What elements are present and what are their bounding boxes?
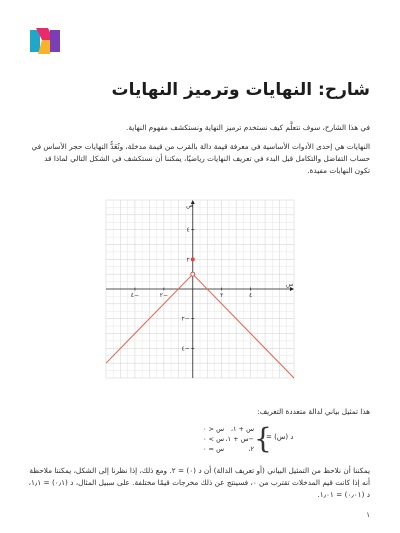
page-title: شارح: النهايات وترميز النهايات — [111, 80, 370, 100]
y-tick-label: ٢ — [186, 256, 190, 264]
y-axis-label: ص — [186, 202, 194, 209]
intro-paragraph: في هذا الشارح، سوف نتعلَّم كيف نستخدم ترميز النهاية ونستكشف مفهوم النهاية. — [126, 123, 370, 132]
x-tick-label: ٤ — [248, 292, 253, 299]
nagwa-logo — [28, 26, 62, 56]
piecewise-intro: هذا تمثيل بياني لدالة متعددة التعريف: — [257, 407, 370, 416]
piecewise-cond-3: س = ٠ — [202, 445, 224, 453]
piecewise-expr-3: ٢، — [248, 445, 254, 453]
page-number: ١ — [366, 511, 370, 519]
piecewise-expr-2: −س + ١، — [225, 435, 254, 443]
open-point-marker — [191, 272, 195, 276]
piecewise-cond-1: س < ٠ — [202, 425, 224, 433]
observation-paragraph: يمكننا أن نلاحظ من التمثيل البياني (أو تعريف الدالة) أن د (٠) = ٢. ومع ذلك، إذا نظرنا إلى الشكل، يمكننا ملاحظة أنه إذا كانت قيم المدخلات تقترب من ٠، فسينتج عن ذلك مخرجات قيمًا مختلفة. على سبيل المثال، د (٠٫١) = ١٫١، د (٠٫٠١) = ١٫٠١. — [28, 466, 370, 499]
logo-bar-left — [30, 30, 40, 52]
x-tick-label: ٢ — [220, 292, 224, 299]
limits-paragraph: النهايات هي إحدى الأدوات الأساسية في معرفة قيمة دالة بالقرب من قيمة مدخلة، وتُعَدُّ النهايات حجر الأساس في حساب التفاضل والتكامل قبل البدء في تعريف النهايات رياضيًا، يمكننا أن نستكشف في الشكل التالي لماذا قد تكون النهايات مفيدة. — [31, 142, 370, 175]
piecewise-definition — [188, 424, 296, 456]
y-tick-label: ٤− — [181, 345, 190, 353]
y-tick-label: ٤ — [186, 226, 190, 234]
piecewise-lhs: د (س) = — [266, 433, 294, 441]
x-tick-label: ٢− — [159, 292, 168, 299]
closed-point-marker — [191, 257, 195, 261]
piecewise-expr-1: س + ١، — [230, 425, 254, 433]
logo-bar-right — [50, 30, 60, 52]
brace-icon: { — [254, 422, 272, 455]
piecewise-cond-2: س > ٠ — [202, 435, 224, 443]
x-tick-label: ٤− — [130, 292, 140, 299]
y-tick-label: ٢− — [181, 315, 190, 323]
x-axis-label: س — [286, 281, 294, 288]
function-graph — [102, 196, 298, 382]
